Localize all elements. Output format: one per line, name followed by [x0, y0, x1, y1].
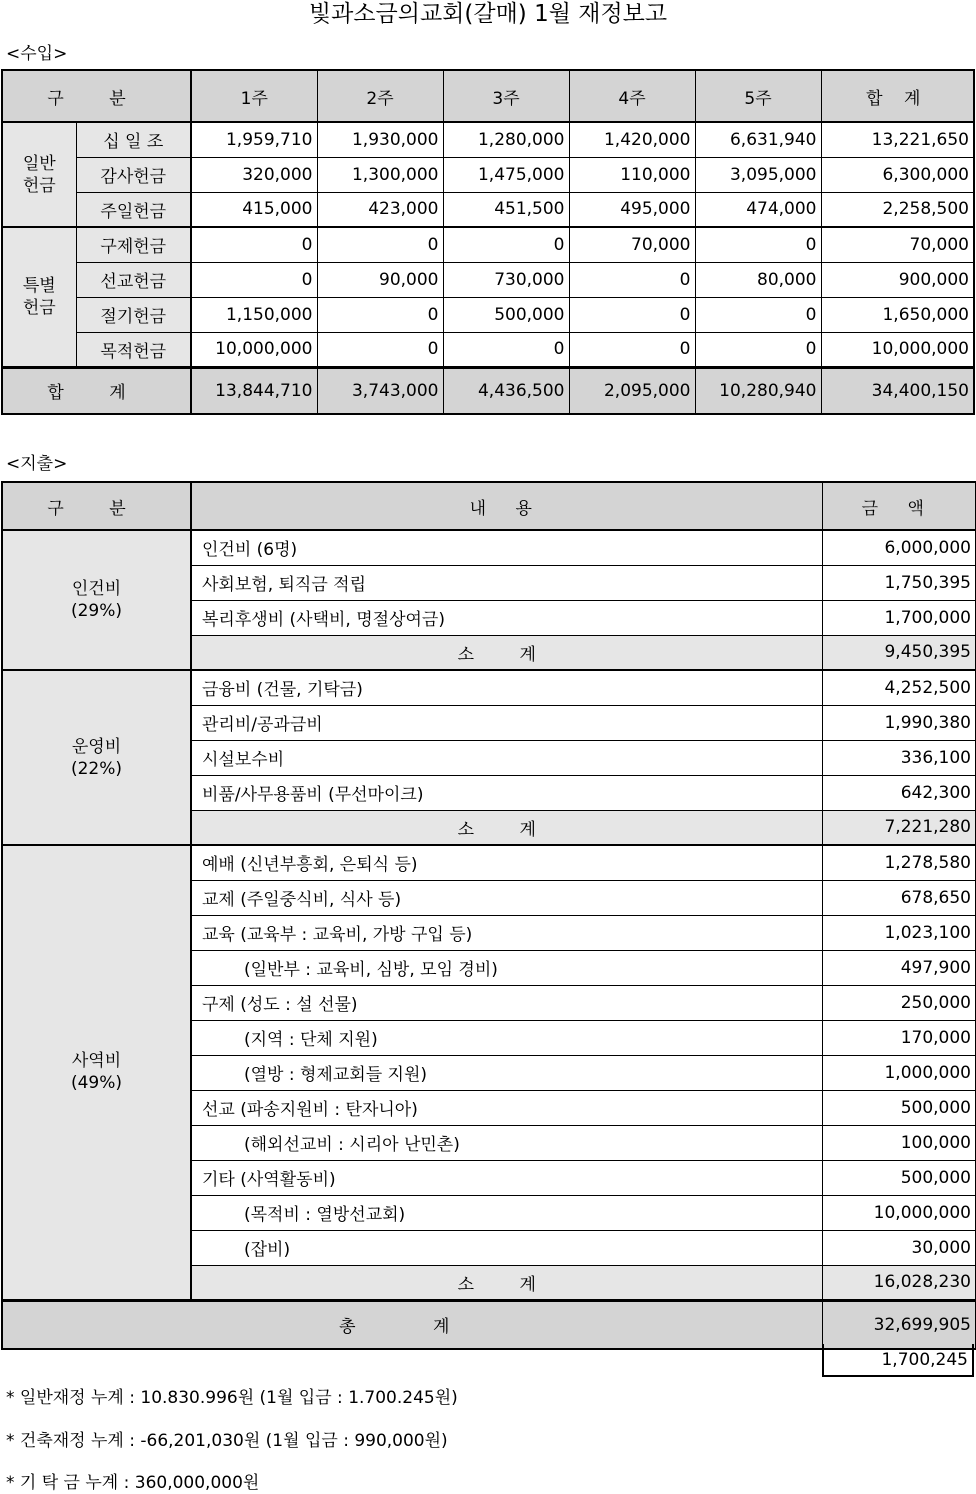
- income-total-cell: 4,436,500: [443, 367, 569, 414]
- income-total-cell: 2,095,000: [569, 367, 695, 414]
- income-group-name: 특별: [22, 275, 56, 296]
- expense-subtotal: 9,450,395: [822, 635, 976, 670]
- income-row: [2, 157, 974, 192]
- income-item-name: 십 일 조: [76, 122, 191, 157]
- income-item-name: 감사헌금: [76, 157, 191, 192]
- expense-amount: 500,000: [822, 1090, 976, 1125]
- expense-group-percent: (22%): [70, 758, 123, 779]
- income-cell: 1,420,000: [569, 122, 695, 157]
- income-row-total: 1,650,000: [821, 297, 974, 332]
- income-group-name: 헌금: [22, 175, 56, 196]
- page-title: 빛과소금의교회(갈매) 1월 재정보고: [308, 1, 668, 27]
- income-row-total: 900,000: [821, 262, 974, 297]
- expense-subtotal: 16,028,230: [822, 1265, 976, 1300]
- income-row-total: 13,221,650: [821, 122, 974, 157]
- income-total-label: 합 계: [2, 367, 191, 414]
- income-cell: 0: [569, 262, 695, 297]
- expense-amount: 1,750,395: [822, 565, 976, 600]
- expense-amount: 4,252,500: [822, 670, 976, 705]
- expense-amount: 1,278,580: [822, 845, 976, 880]
- expense-desc: (목적비 : 열방선교회): [191, 1195, 822, 1230]
- income-item-name: 선교헌금: [76, 262, 191, 297]
- expense-row: [2, 845, 976, 880]
- income-cell: 70,000: [569, 227, 695, 262]
- note-building-fund: * 건축재정 누계 : -66,201,030원 (1월 입금 : 990,000원): [6, 1431, 448, 1451]
- income-cell: 730,000: [443, 262, 569, 297]
- income-header-row: [2, 70, 974, 122]
- expense-desc: 선교 (파송지원비 : 탄자니아): [191, 1090, 822, 1125]
- expense-amount: 1,990,380: [822, 705, 976, 740]
- expense-amount: 336,100: [822, 740, 976, 775]
- income-cell: 1,959,710: [191, 122, 317, 157]
- income-total-cell: 13,844,710: [191, 367, 317, 414]
- income-cell: 6,631,940: [695, 122, 821, 157]
- expense-grand-total: 32,699,905: [822, 1300, 976, 1349]
- expense-desc: 비품/사무용품비 (무선마이크): [191, 775, 822, 810]
- expense-desc: (열방 : 형제교회들 지원): [191, 1055, 822, 1090]
- expense-group-name: 인건비: [71, 579, 122, 599]
- expense-subtotal: 7,221,280: [822, 810, 976, 845]
- income-row-total: 10,000,000: [821, 332, 974, 367]
- income-cell: 451,500: [443, 192, 569, 227]
- income-cell: 0: [443, 227, 569, 262]
- income-row: [2, 122, 974, 157]
- income-cell: 0: [695, 332, 821, 367]
- expense-group-personnel: [2, 530, 191, 670]
- expense-amount: 1,023,100: [822, 915, 976, 950]
- expense-amount: 678,650: [822, 880, 976, 915]
- expense-desc: 인건비 (6명): [191, 530, 822, 565]
- income-row-total: 6,300,000: [821, 157, 974, 192]
- expense-amount: 30,000: [822, 1230, 976, 1265]
- income-cell: 1,150,000: [191, 297, 317, 332]
- note-general-fund: * 일반재정 누계 : 10.830.996원 (1월 입금 : 1.700.245원): [6, 1388, 458, 1408]
- expense-subtotal-label: 소 계: [191, 635, 822, 670]
- income-header-week1: 1주: [191, 70, 317, 122]
- expense-header-content: 내 용: [191, 482, 822, 530]
- expense-amount: 642,300: [822, 775, 976, 810]
- expense-desc: 사회보험, 퇴직금 적립: [191, 565, 822, 600]
- expense-desc: (일반부 : 교육비, 심방, 모임 경비): [191, 950, 822, 985]
- expense-amount: 1,000,000: [822, 1055, 976, 1090]
- balance-value: 1,700,245: [822, 1344, 974, 1377]
- income-group-name: 일반: [22, 153, 56, 174]
- income-header-week3: 3주: [443, 70, 569, 122]
- income-row: [2, 262, 974, 297]
- expense-group-percent: (49%): [70, 1073, 123, 1094]
- expense-desc: 예배 (신년부흥회, 은퇴식 등): [191, 845, 822, 880]
- income-cell: 320,000: [191, 157, 317, 192]
- income-cell: 1,930,000: [317, 122, 443, 157]
- income-cell: 495,000: [569, 192, 695, 227]
- income-cell: 0: [569, 332, 695, 367]
- income-cell: 0: [317, 227, 443, 262]
- income-cell: 1,300,000: [317, 157, 443, 192]
- income-cell: 3,095,000: [695, 157, 821, 192]
- expense-subtotal-label: 소 계: [191, 810, 822, 845]
- expense-header-category: 구 분: [2, 482, 191, 530]
- expense-section-label: <지출>: [6, 454, 68, 474]
- expense-header-row: [2, 482, 976, 530]
- income-header-category: 구 분: [2, 70, 191, 122]
- income-row-total: 70,000: [821, 227, 974, 262]
- income-item-name: 구제헌금: [76, 227, 191, 262]
- income-item-name: 목적헌금: [76, 332, 191, 367]
- expense-desc: 구제 (성도 : 설 선물): [191, 985, 822, 1020]
- income-cell: 0: [695, 227, 821, 262]
- income-cell: 415,000: [191, 192, 317, 227]
- expense-group-name: 사역비: [71, 1051, 122, 1072]
- expense-amount: 500,000: [822, 1160, 976, 1195]
- income-cell: 10,000,000: [191, 332, 317, 367]
- expense-group-name: 운영비: [71, 736, 122, 757]
- expense-amount: 100,000: [822, 1125, 976, 1160]
- expense-desc: (잡비): [191, 1230, 822, 1265]
- income-cell: 0: [191, 227, 317, 262]
- income-row: [2, 192, 974, 227]
- expense-row: [2, 670, 976, 705]
- income-cell: 110,000: [569, 157, 695, 192]
- expense-row: [2, 530, 976, 565]
- income-cell: 90,000: [317, 262, 443, 297]
- expense-desc: 금융비 (건물, 기탁금): [191, 670, 822, 705]
- expense-table: [1, 481, 976, 1350]
- income-cell: 1,280,000: [443, 122, 569, 157]
- expense-header-amount: 금 액: [822, 482, 976, 530]
- expense-group-operations: [2, 670, 191, 845]
- expense-group-ministry: [2, 845, 191, 1300]
- income-header-week5: 5주: [695, 70, 821, 122]
- note-deposit-fund: * 기 탁 금 누계 : 360,000,000원: [6, 1473, 260, 1493]
- income-header-week2: 2주: [317, 70, 443, 122]
- income-cell: 0: [443, 332, 569, 367]
- expense-grand-total-label: 총 계: [2, 1300, 822, 1349]
- income-row-total: 2,258,500: [821, 192, 974, 227]
- expense-desc: 교제 (주일중식비, 식사 등): [191, 880, 822, 915]
- income-header-week4: 4주: [569, 70, 695, 122]
- expense-amount: 170,000: [822, 1020, 976, 1055]
- income-cell: 0: [191, 262, 317, 297]
- income-cell: 0: [569, 297, 695, 332]
- expense-amount: 10,000,000: [822, 1195, 976, 1230]
- expense-amount: 6,000,000: [822, 530, 976, 565]
- expense-group-percent: (29%): [70, 601, 123, 621]
- income-item-name: 주일헌금: [76, 192, 191, 227]
- income-row: [2, 332, 974, 367]
- expense-desc: 시설보수비: [191, 740, 822, 775]
- income-cell: 0: [317, 297, 443, 332]
- income-table: [1, 69, 975, 415]
- income-row: [2, 227, 974, 262]
- expense-amount: 250,000: [822, 985, 976, 1020]
- income-grand-total: 34,400,150: [821, 367, 974, 414]
- income-group-general: [2, 122, 76, 227]
- income-total-cell: 3,743,000: [317, 367, 443, 414]
- income-item-name: 절기헌금: [76, 297, 191, 332]
- expense-desc: 교육 (교육부 : 교육비, 가방 구입 등): [191, 915, 822, 950]
- income-row: [2, 297, 974, 332]
- income-cell: 1,475,000: [443, 157, 569, 192]
- expense-subtotal-label: 소 계: [191, 1265, 822, 1300]
- income-group-special: [2, 227, 76, 367]
- expense-amount: 1,700,000: [822, 600, 976, 635]
- income-cell: 0: [695, 297, 821, 332]
- expense-amount: 497,900: [822, 950, 976, 985]
- income-total-row: [2, 367, 974, 414]
- income-group-name: 헌금: [22, 297, 56, 318]
- income-cell: 80,000: [695, 262, 821, 297]
- income-cell: 500,000: [443, 297, 569, 332]
- income-total-cell: 10,280,940: [695, 367, 821, 414]
- expense-desc: (해외선교비 : 시리아 난민촌): [191, 1125, 822, 1160]
- expense-desc: (지역 : 단체 지원): [191, 1020, 822, 1055]
- income-cell: 423,000: [317, 192, 443, 227]
- expense-grand-total-row: [2, 1300, 976, 1349]
- income-header-total: 합 계: [821, 70, 974, 122]
- income-cell: 474,000: [695, 192, 821, 227]
- expense-desc: 기타 (사역활동비): [191, 1160, 822, 1195]
- income-section-label: <수입>: [6, 44, 68, 64]
- income-cell: 0: [317, 332, 443, 367]
- expense-desc: 복리후생비 (사택비, 명절상여금): [191, 600, 822, 635]
- expense-desc: 관리비/공과금비: [191, 705, 822, 740]
